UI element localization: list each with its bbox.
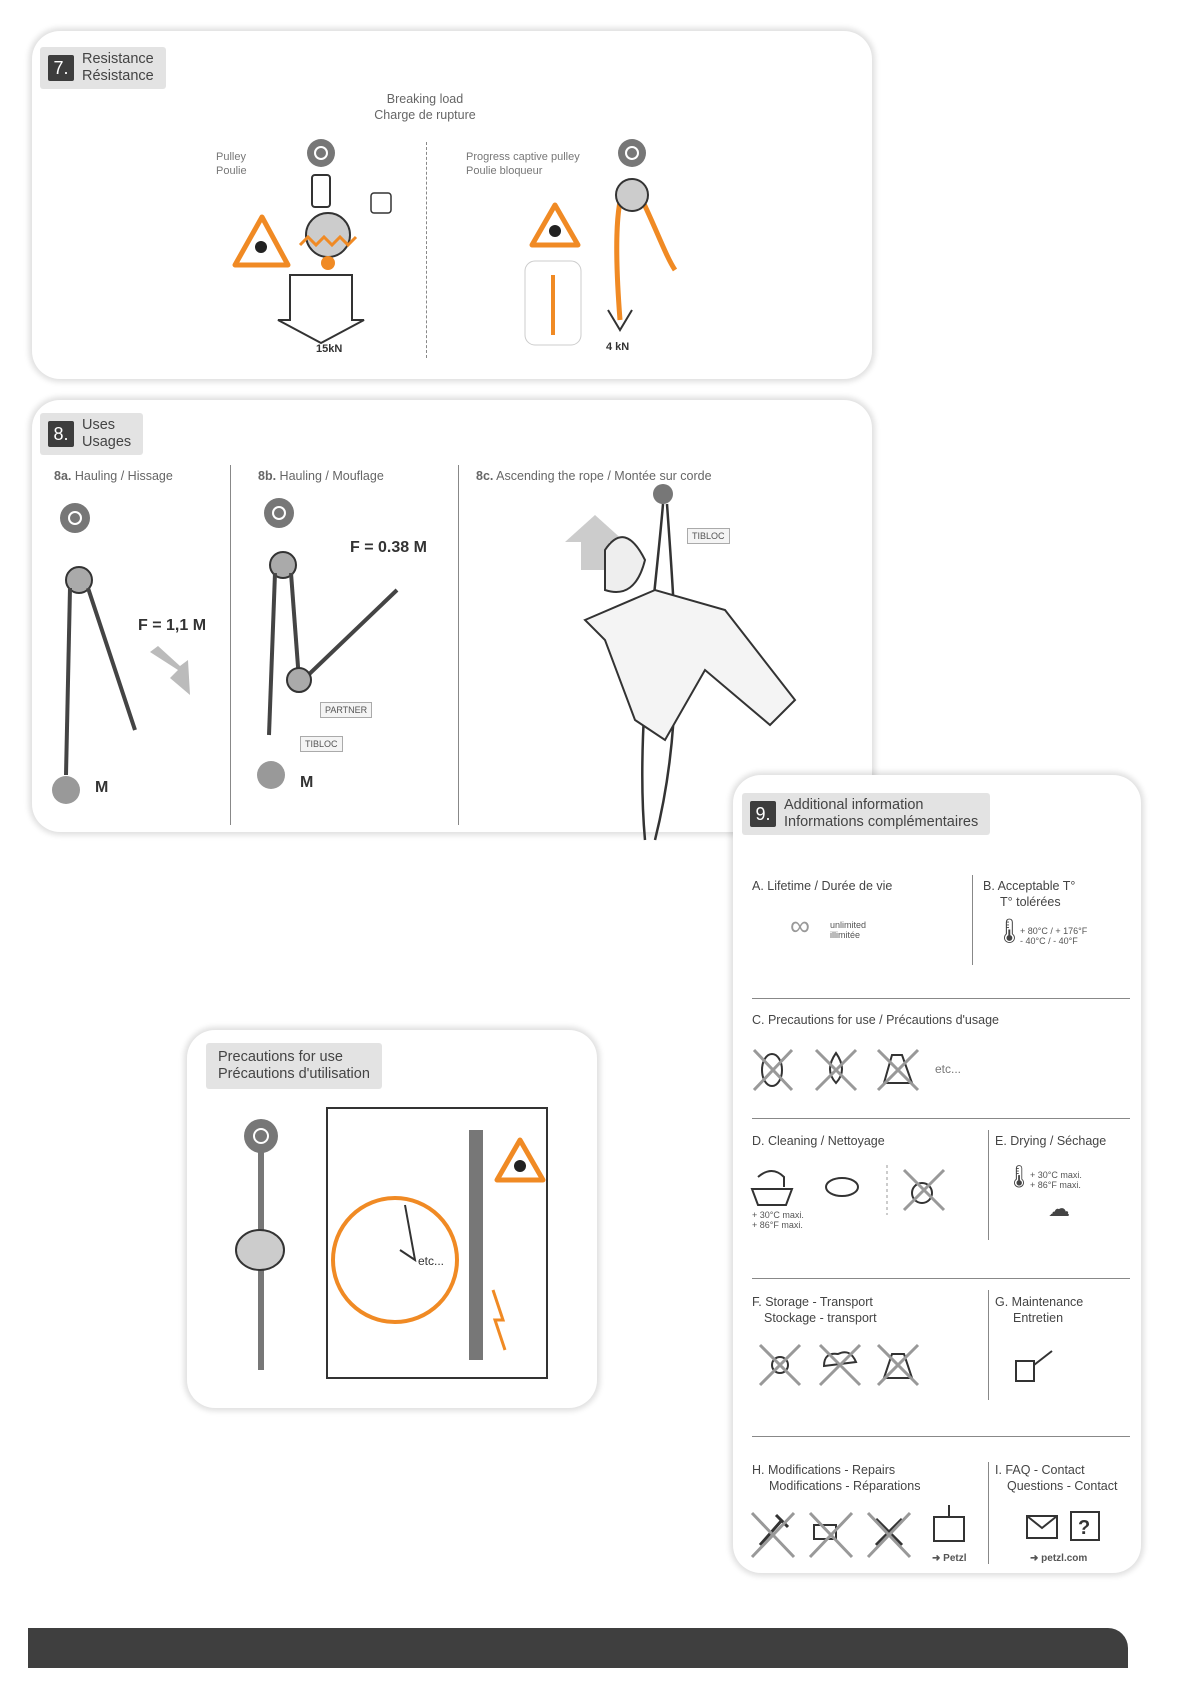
faq-title: I. FAQ - Contact Questions - Contact bbox=[995, 1463, 1118, 1493]
pulley-label: Pulley Poulie bbox=[216, 151, 247, 177]
no-drill-icon bbox=[810, 1513, 852, 1557]
pulley-diagram bbox=[230, 135, 400, 345]
thermometer-icon: 🌡 bbox=[994, 918, 1025, 945]
anchor-icon bbox=[244, 1119, 278, 1153]
breaking-load-label: Breaking load Charge de rupture bbox=[374, 92, 476, 122]
load-15kn: 15kN bbox=[316, 343, 343, 355]
pulley-wheel bbox=[616, 179, 648, 211]
drying-title: E. Drying / Séchage bbox=[995, 1134, 1107, 1148]
no-tools-icon bbox=[868, 1513, 910, 1557]
partner-label: PARTNER bbox=[320, 702, 372, 718]
anchor-icon bbox=[653, 484, 673, 504]
climber-head bbox=[605, 537, 645, 592]
section-number: 7. bbox=[48, 55, 74, 81]
use-8b-label: 8b. Hauling / Mouflage bbox=[258, 469, 384, 483]
captive-pulley-label: Progress captive pulley Poulie bloqueur bbox=[466, 151, 580, 177]
no-pressure-washer-icon bbox=[904, 1170, 944, 1210]
cloud-icon: ☁ bbox=[1048, 1196, 1070, 1221]
precautions-title-en: Precautions for use bbox=[218, 1049, 343, 1065]
load-4kn: 4 kN bbox=[606, 341, 630, 353]
no-sun-icon bbox=[760, 1345, 800, 1385]
svg-text:?: ? bbox=[1078, 1517, 1091, 1539]
captive-pulley-diagram bbox=[525, 135, 705, 350]
cleaning-icons bbox=[752, 1165, 972, 1215]
info-divider-ab bbox=[972, 875, 973, 965]
temperature-title: B. Acceptable T° T° tolérées bbox=[983, 879, 1076, 909]
info-divider-fg bbox=[988, 1290, 989, 1400]
pull-arrow bbox=[150, 646, 190, 695]
section-number: 9. bbox=[750, 801, 776, 827]
pulley-wheel bbox=[306, 213, 350, 257]
no-bag-icon bbox=[878, 1345, 918, 1385]
section-7-divider bbox=[426, 142, 427, 358]
anchor-icon bbox=[60, 503, 90, 533]
use-8a-label: 8a. Hauling / Hissage bbox=[54, 469, 173, 483]
info-hr-3 bbox=[752, 1278, 1130, 1279]
prohibited-icons-c bbox=[752, 1045, 932, 1095]
info-hr-4 bbox=[752, 1436, 1130, 1437]
basin-icon bbox=[752, 1189, 792, 1205]
infinity-icon: ∞ bbox=[790, 910, 810, 941]
mass-8a: M bbox=[95, 779, 109, 796]
climber-body bbox=[585, 590, 795, 740]
section-title-fr: Informations complémentaires bbox=[784, 814, 979, 830]
precautions-diagram bbox=[225, 1100, 555, 1385]
sponge-icon bbox=[826, 1178, 858, 1196]
hauling-diagram bbox=[50, 500, 220, 810]
contact-icons bbox=[1025, 1508, 1115, 1548]
maintenance-title: G. Maintenance Entretien bbox=[995, 1295, 1084, 1325]
cleaning-temp: + 30°C maxi. + 86°F maxi. bbox=[752, 1210, 804, 1230]
mass-8b: M bbox=[300, 774, 314, 791]
storage-prohibited-icons bbox=[758, 1340, 928, 1390]
return-box-icon bbox=[934, 1505, 964, 1541]
no-rain-icon bbox=[820, 1345, 860, 1385]
petzl-com-link[interactable]: ➜ petzl.com bbox=[1030, 1553, 1088, 1564]
section-title-fr: Usages bbox=[82, 434, 132, 450]
section-title-en: Additional information bbox=[784, 797, 924, 813]
temperature-range: + 80°C / + 176°F - 40°C / - 40°F bbox=[1020, 926, 1088, 946]
section-8-tag bbox=[40, 413, 143, 455]
load-mass-icon bbox=[257, 761, 285, 789]
use-divider-1 bbox=[230, 465, 231, 825]
danger-warning-icon bbox=[235, 217, 288, 265]
no-hammer-icon bbox=[752, 1513, 794, 1557]
debris-etc: etc... bbox=[418, 1254, 445, 1268]
info-divider-hi bbox=[988, 1462, 989, 1564]
oil-can-icon bbox=[1012, 1345, 1062, 1385]
force-8a: F = 1,1 M bbox=[138, 617, 207, 634]
rock-wall bbox=[469, 1130, 483, 1360]
precautions-title-fr: Précautions d'utilisation bbox=[218, 1066, 370, 1082]
section-title-fr: Résistance bbox=[82, 68, 154, 84]
no-fire-icon bbox=[816, 1050, 856, 1090]
use-8c-label: 8c. Ascending the rope / Montée sur corde bbox=[476, 469, 712, 483]
storage-title: F. Storage - Transport Stockage - transport bbox=[752, 1295, 877, 1325]
thermometer-icon-e: 🌡 bbox=[1005, 1164, 1033, 1189]
section-9-tag bbox=[742, 793, 990, 835]
cleaning-title: D. Cleaning / Nettoyage bbox=[752, 1134, 885, 1148]
precautions-usage-etc: etc... bbox=[935, 1062, 962, 1076]
section-number: 8. bbox=[48, 421, 74, 447]
force-8b: F = 0.38 M bbox=[350, 539, 427, 556]
info-hr-2 bbox=[752, 1118, 1130, 1119]
load-mass-icon bbox=[52, 776, 80, 804]
use-divider-2 bbox=[458, 465, 459, 825]
partner-pulley bbox=[287, 668, 311, 692]
section-7-tag bbox=[40, 47, 166, 89]
pulley-device bbox=[236, 1230, 284, 1270]
section-title-en: Uses bbox=[82, 417, 116, 433]
danger-warning-icon bbox=[532, 205, 578, 245]
info-hr-1 bbox=[752, 998, 1130, 999]
anchor-icon bbox=[618, 139, 646, 167]
modifications-title: H. Modifications - Repairs Modifications - Réparations bbox=[752, 1463, 921, 1493]
footer-bar bbox=[28, 1628, 1128, 1668]
section-title-en: Resistance bbox=[82, 51, 154, 67]
anchor-icon bbox=[307, 139, 335, 167]
no-chemical-icon bbox=[878, 1050, 918, 1090]
precautions-usage-title: C. Precautions for use / Précautions d'usage bbox=[752, 1013, 999, 1027]
tibloc-label-8c: TIBLOC bbox=[687, 528, 730, 544]
no-carabiner-icon bbox=[754, 1050, 792, 1090]
tibloc-label-8b: TIBLOC bbox=[300, 736, 343, 752]
info-divider-de bbox=[988, 1130, 989, 1240]
petzl-link[interactable]: ➜ Petzl bbox=[932, 1553, 967, 1564]
tap-icon bbox=[758, 1171, 784, 1187]
anchor-icon bbox=[264, 498, 294, 528]
lifetime-value: unlimited illimitée bbox=[830, 920, 867, 940]
drying-temp: + 30°C maxi. + 86°F maxi. bbox=[1030, 1170, 1082, 1190]
precautions-tag bbox=[206, 1043, 382, 1089]
lifetime-title: A. Lifetime / Durée de vie bbox=[752, 879, 893, 893]
gate-icon bbox=[371, 193, 391, 213]
